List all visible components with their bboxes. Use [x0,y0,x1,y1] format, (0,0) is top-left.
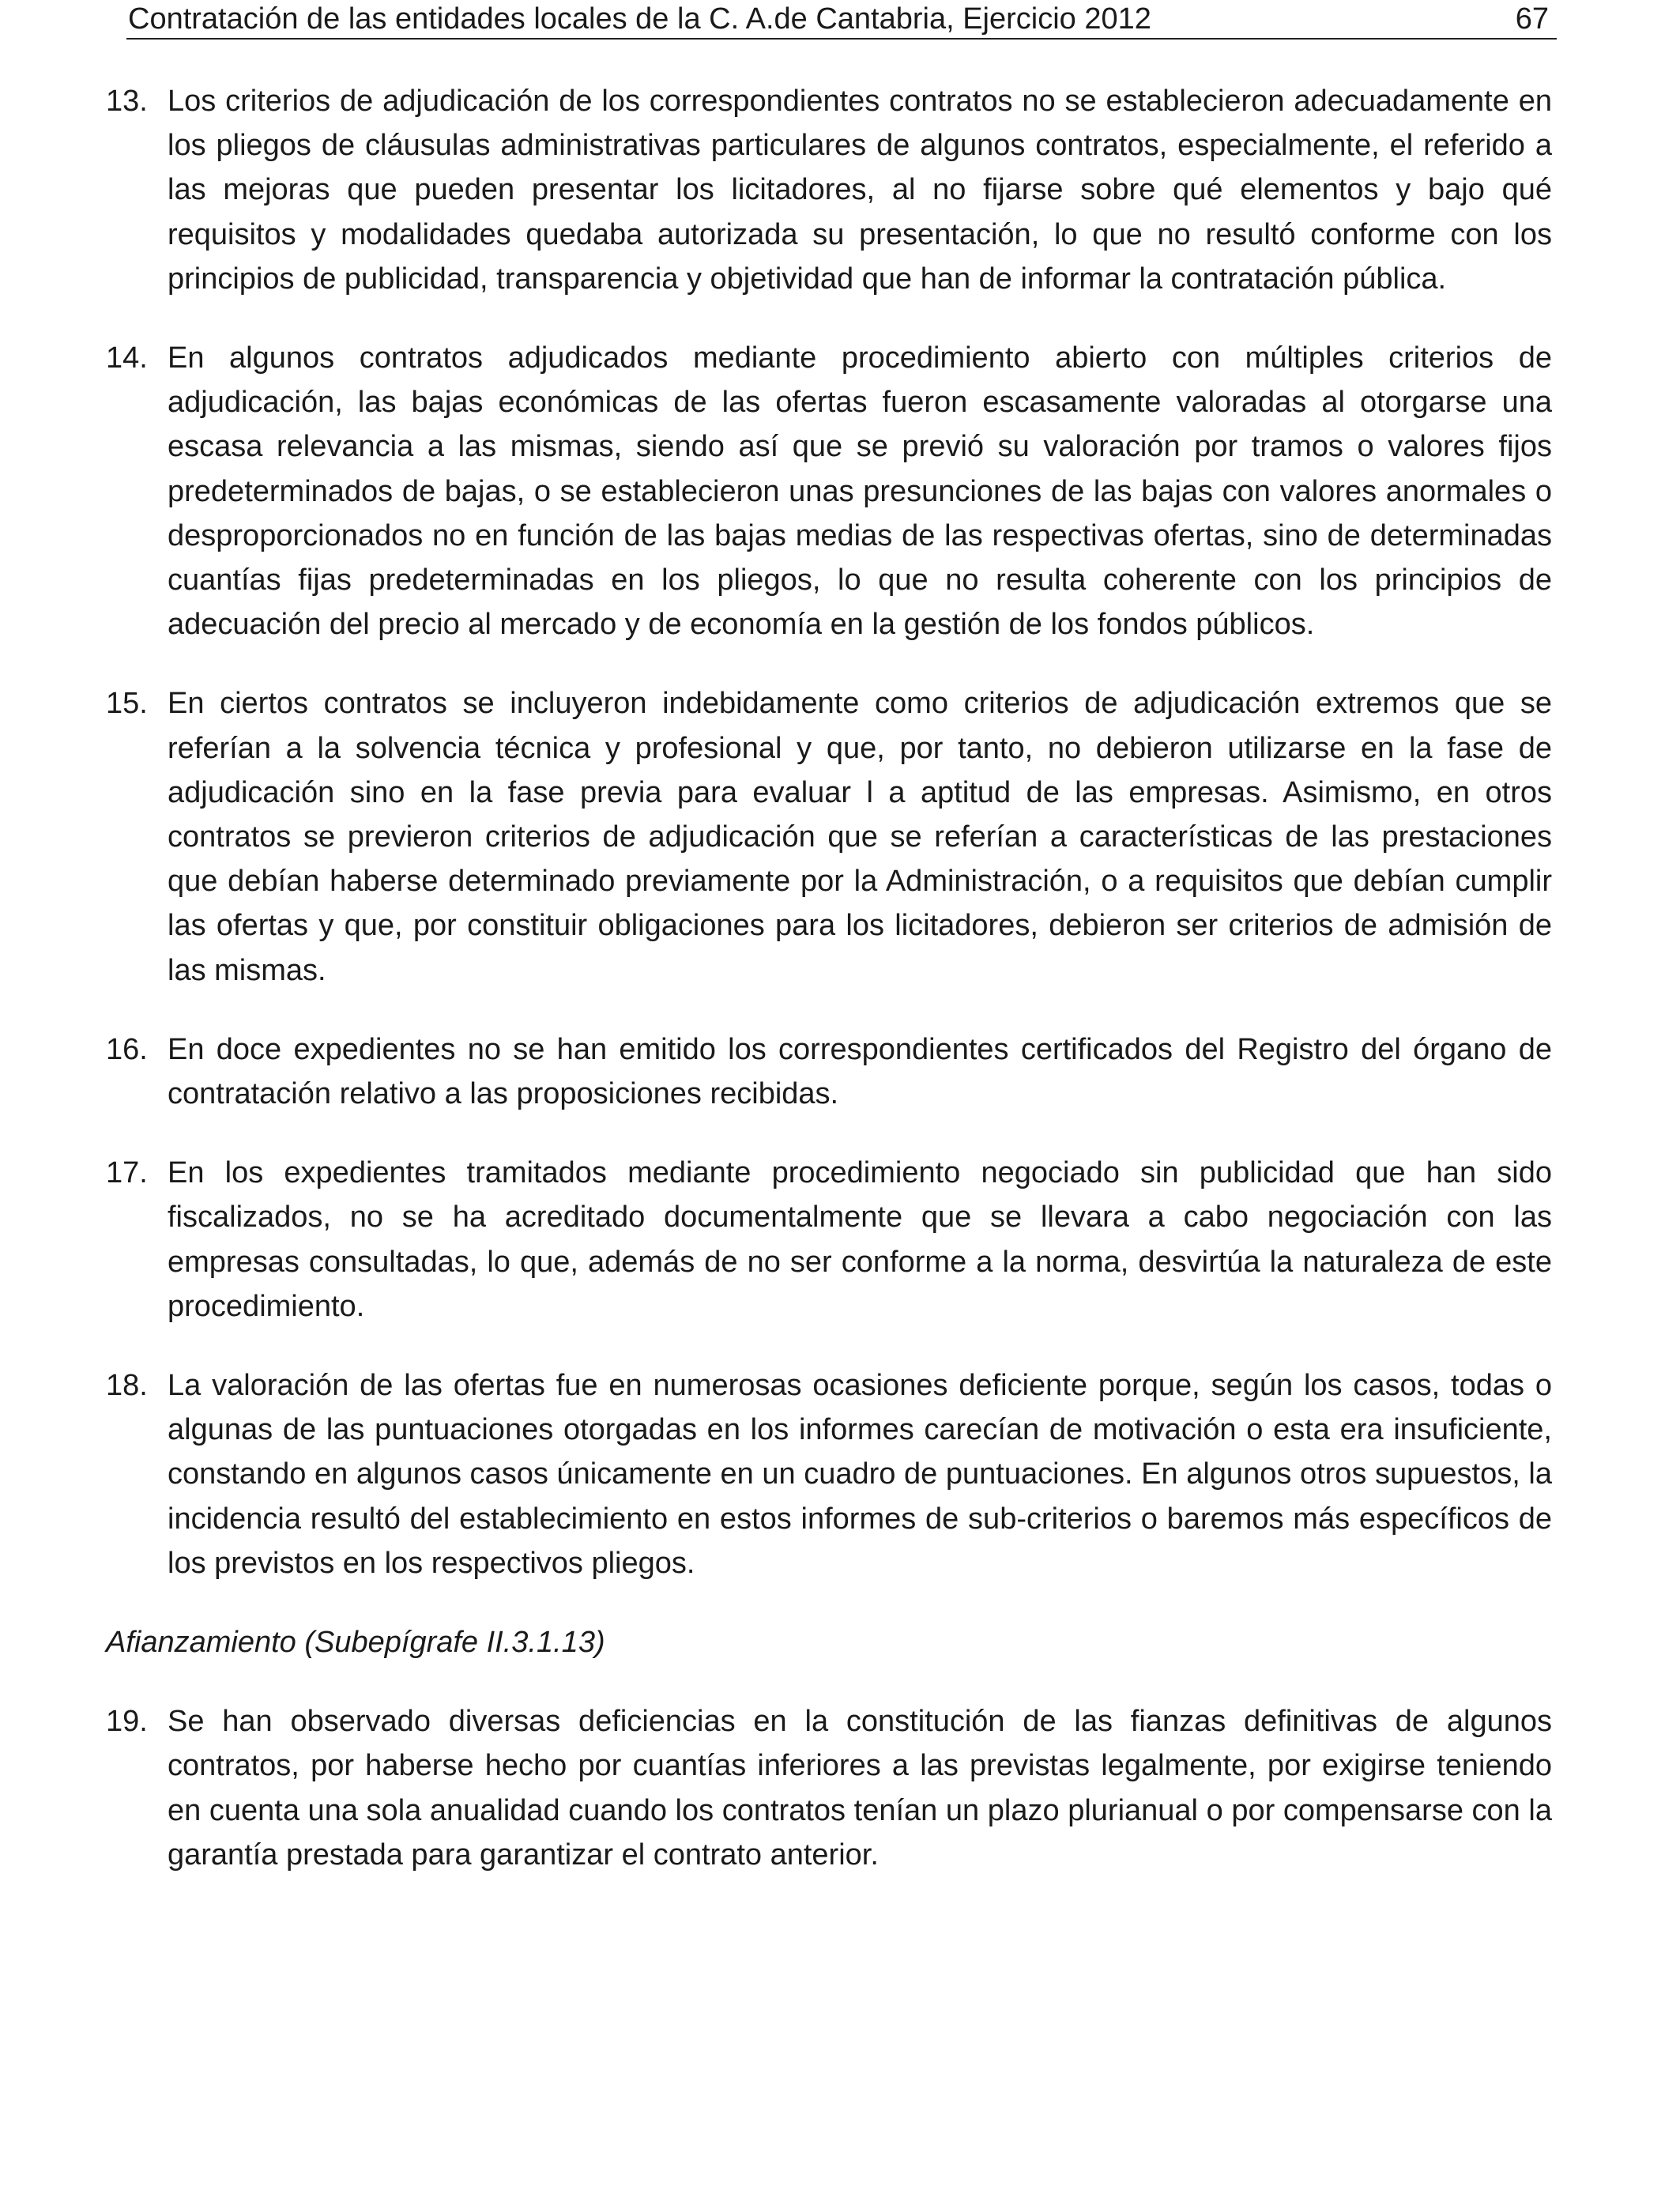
section-subheading: Afianzamiento (Subepígrafe II.3.1.13) [106,1626,605,1660]
header-title: Contratación de las entidades locales de la C. A.de Cantabria, Ejercicio 2012 [128,2,1151,36]
list-item-13 [106,79,1552,301]
item-text: En doce expedientes no se han emitido los correspondientes certificados del Registro del órgano de contratación relativo a las proposiciones recibidas. [168,1032,1552,1111]
item-number: 17. [106,1156,148,1190]
list-item-14 [106,336,1552,647]
list-item-19 [106,1699,1552,1877]
page-header [126,0,1557,40]
list-item-16 [106,1027,1552,1116]
item-text: En los expedientes tramitados mediante procedimiento negociado sin publicidad que han sido fiscalizados, no se ha acreditado documentalmente que se llevara a cabo negociación con las empresas consultadas, lo que, además de no ser conforme a la norma, desvirtúa la naturaleza de este procedimiento. [168,1156,1552,1323]
page-number: 67 [1515,2,1549,36]
item-number: 14. [106,341,148,375]
item-text: Se han observado diversas deficiencias en la constitución de las fianzas definitivas de algunos contratos, por haberse hecho por cuantías inferiores a las previstas legalmente, por exigirse teniendo en cuenta una sola anualidad cuando los contratos tenían un plazo plurianual o por compensarse con la garantía prestada para garantizar el contrato anterior. [168,1705,1552,1872]
item-text: En algunos contratos adjudicados mediante procedimiento abierto con múltiples criterios de adjudicación, las bajas económicas de las ofertas fueron escasamente valoradas al otorgarse una escasa relevancia a las mismas, siendo así que se previó su valoración por tramos o valores fijos predeterminados de bajas, o se establecieron unas presunciones de las bajas con valores anormales o desproporcionados no en función de las bajas medias de las respectivas ofertas, sino de determinadas cuantías fijas predeterminadas en los pliegos, lo que no resulta coherente con los principios de adecuación del precio al mercado y de economía en la gestión de los fondos públicos. [168,341,1552,642]
item-number: 16. [106,1032,148,1066]
item-text: Los criterios de adjudicación de los correspondientes contratos no se establecieron adecuadamente en los pliegos de cláusulas administrativas particulares de algunos contratos, especialmente, el referido a las mejoras que pueden presentar los licitadores, al no fijarse sobre qué elementos y bajo qué requisitos y modalidades quedaba autorizada su presentación, lo que no resultó conforme con los principios de publicidad, transparencia y objetividad que han de informar la contratación pública. [168,85,1552,296]
document-body [106,79,1552,1912]
list-item-17 [106,1151,1552,1329]
item-number: 15. [106,687,148,721]
item-text: En ciertos contratos se incluyeron indebidamente como criterios de adjudicación extremos que se referían a la solvencia técnica y profesional y que, por tanto, no debieron utilizarse en la fase de adjudicación sino en la fase previa para evaluar l a aptitud de las empresas. Asimismo, en otros contratos se previeron criterios de adjudicación que se referían a características de las prestaciones que debían haberse determinado previamente por la Administración, o a requisitos que debían cumplir las ofertas y que, por constituir obligaciones para los licitadores, debieron ser criterios de admisión de las mismas. [168,687,1552,987]
item-number: 13. [106,85,148,118]
item-number: 18. [106,1369,148,1403]
list-item-15 [106,681,1552,992]
list-item-18 [106,1363,1552,1585]
item-number: 19. [106,1705,148,1739]
item-text: La valoración de las ofertas fue en numerosas ocasiones deficiente porque, según los casos, todas o algunas de las puntuaciones otorgadas en los informes carecían de motivación o esta era insuficiente, constando en algunos casos únicamente en un cuadro de puntuaciones. En algunos otros supuestos, la incidencia resultó del establecimiento en estos informes de sub-criterios o baremos más específicos de los previstos en los respectivos pliegos. [168,1369,1552,1580]
